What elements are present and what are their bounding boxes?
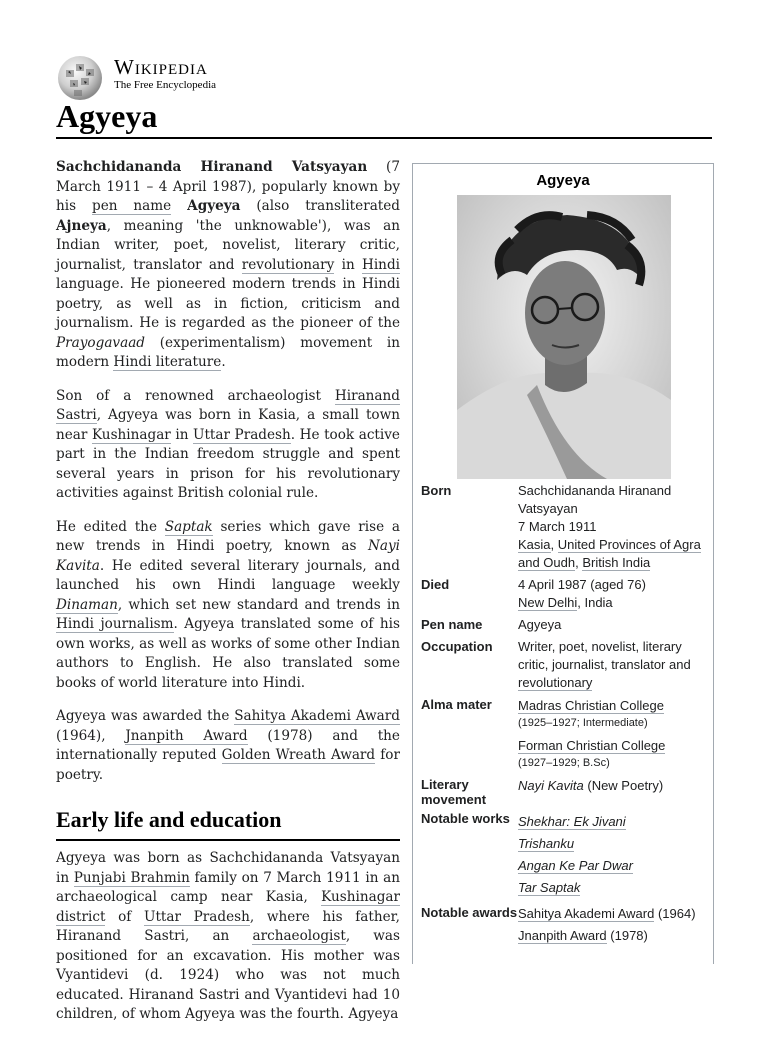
row-alma-mater: [421, 696, 709, 771]
paragraph-intro: [56, 158, 400, 373]
text: (1964),: [56, 727, 126, 744]
link-work-tar-saptak[interactable]: Tar Saptak: [518, 880, 581, 895]
text: , India: [577, 595, 613, 610]
row-occupation: [421, 638, 709, 692]
text: (also transliterated: [240, 198, 401, 214]
link-hindi[interactable]: Hindi: [361, 256, 400, 273]
paragraph-background: [56, 387, 400, 504]
born-name: Sachchidananda Hiranand Vatsyayan: [518, 483, 672, 516]
link-kasia[interactable]: Kasia: [518, 537, 551, 552]
text: in: [170, 426, 194, 443]
label-occupation: Occupation: [421, 639, 493, 654]
link-golden-wreath-award[interactable]: Golden Wreath Award: [221, 747, 376, 763]
text: for poetry.: [56, 747, 400, 783]
article-body: [56, 158, 400, 1039]
label-notable-works: Notable works: [421, 811, 510, 826]
link-archaeologist[interactable]: archaeologist: [252, 928, 346, 944]
row-notable-awards: [421, 905, 709, 945]
value-died: [518, 576, 709, 612]
text: (1978) and the internationally reputed: [56, 727, 400, 763]
page-title: Agyeya: [56, 98, 158, 134]
text: Agyeya was awarded the: [56, 708, 235, 724]
text: (1978): [606, 928, 648, 943]
ajneya-bold: Ajneya: [56, 217, 107, 234]
text: He edited the: [56, 518, 165, 535]
text: series which gave rise a new trends in Hindi poetry, known as: [56, 518, 400, 554]
text: Son of a renowned archaeologist: [56, 387, 335, 404]
site-name: Wikipedia: [114, 55, 208, 79]
link-revolutionary-infobox[interactable]: revolutionary: [518, 675, 593, 690]
text: (1964): [654, 906, 696, 921]
died-date: 4 April 1987 (aged 76): [518, 577, 646, 592]
link-punjabi-brahmin[interactable]: Punjabi Brahmin: [73, 869, 190, 886]
text: , meaning 'the unknowable'), was an Indian writer, poet, novelist, literary critic, journalist, translator and: [56, 217, 400, 273]
died-place: [518, 594, 709, 612]
link-hindi-journalism[interactable]: Hindi journalism: [56, 616, 174, 632]
value-pen-name: Agyeya: [518, 617, 562, 632]
value-alma-mater: [518, 696, 709, 771]
value-occupation: [518, 638, 709, 692]
link-madras-christian-college[interactable]: Madras Christian College: [518, 698, 664, 713]
text: in: [334, 256, 362, 273]
subject-full-name: Sachchidananda Hiranand Vatsyayan: [56, 159, 368, 175]
row-pen-name: [421, 616, 709, 634]
row-literary-movement: [421, 777, 709, 807]
paragraph-early-life: [56, 849, 400, 1025]
label-born: Born: [421, 483, 452, 498]
link-kushinagar[interactable]: Kushinagar: [91, 426, 171, 443]
value-notable-works: [518, 811, 709, 901]
value-born: [518, 482, 709, 572]
link-sahitya-akademi-award[interactable]: Sahitya Akademi Award: [234, 708, 400, 724]
text: , was positioned for an excavation. His mother was Vyantidevi (d. 1924) who was not much educated. Hiranand Sastri and Vyantidevi had 10 children, of whom Agyeya was the fourth. Agyeya: [56, 928, 401, 1022]
link-work-angan[interactable]: Angan Ke Par Dwar: [518, 858, 633, 873]
link-dinaman[interactable]: Dinaman: [56, 596, 118, 613]
nayi-kavita-term: Nayi Kavita: [56, 538, 400, 574]
text: language. He pioneered modern trends in Hindi poetry, as well as in fiction, criticism and journalism. He is regarded as the pioneer of the: [56, 276, 400, 331]
alma2-note: (1927–1929; B.Sc): [518, 757, 610, 769]
text: , which set new standard and trends in: [117, 596, 400, 613]
link-british-india[interactable]: British India: [582, 555, 651, 570]
link-uttar-pradesh-2[interactable]: Uttar Pradesh: [143, 908, 250, 925]
link-work-shekhar[interactable]: Shekhar: Ek Jivani: [518, 814, 626, 829]
link-hiranand-sastri[interactable]: Hiranand Sastri: [56, 387, 400, 423]
link-new-delhi[interactable]: New Delhi: [518, 595, 578, 610]
link-award-sahitya[interactable]: Sahitya Akademi Award: [518, 906, 655, 921]
text: . He took active part in the Indian freedom struggle and spent several years in prison for his revolutionary activities against British colonial rule.: [56, 426, 400, 501]
row-died: [421, 576, 709, 612]
born-date: 7 March 1911: [518, 519, 597, 534]
link-work-trishanku[interactable]: Trishanku: [518, 836, 575, 851]
paragraph-awards: [56, 707, 400, 785]
link-forman-christian-college[interactable]: Forman Christian College: [518, 738, 666, 753]
infobox-title: Agyeya: [536, 172, 590, 189]
text: . He edited several literary journals, and launched his own Hindi language weekly: [56, 557, 400, 593]
row-born: [421, 482, 709, 572]
value-notable-awards: [518, 905, 709, 945]
section-divider: [56, 839, 400, 841]
paragraph-editing: [56, 518, 400, 694]
infobox: [412, 163, 714, 964]
label-pen-name: Pen name: [421, 617, 483, 632]
site-tagline: The Free Encyclopedia: [114, 79, 217, 91]
movement-name: Nayi Kavita: [518, 778, 584, 793]
text: ,: [550, 537, 558, 552]
text: (New Poetry): [583, 778, 664, 793]
label-alma-mater: Alma mater: [421, 697, 492, 712]
pen-name-bold: Agyeya: [187, 198, 241, 214]
link-united-provinces[interactable]: United Provinces of Agra and Oudh: [518, 537, 701, 570]
portrait-photo[interactable]: [457, 195, 671, 479]
text: . Agyeya translated some of his own works, as well as works of some other Indian authors to English. He also translated some books of world literature into Hindi.: [56, 616, 400, 691]
text: ,: [575, 555, 583, 570]
section-heading: Early life and education: [56, 807, 282, 832]
text: .: [221, 354, 226, 370]
label-literary-movement: Literary movement: [421, 777, 487, 807]
text: , Agyeya was born in Kasia, a small town near: [56, 407, 400, 443]
link-saptak[interactable]: Saptak: [164, 518, 213, 535]
text: Agyeya was born as Sachchidananda Vatsyayan in: [56, 850, 400, 886]
text: Writer, poet, novelist, literary critic, journalist, translator and: [518, 639, 691, 672]
link-jnanpith-award[interactable]: Jnanpith Award: [125, 727, 248, 744]
infobox-rows: [421, 482, 709, 949]
text: [171, 198, 187, 214]
text: (7 March 1911 – 4 April 1987), popularly known by his: [56, 159, 400, 214]
row-notable-works: [421, 811, 709, 901]
value-literary-movement: [518, 777, 709, 807]
title-divider: [56, 137, 712, 139]
wikipedia-globe-logo[interactable]: [56, 54, 104, 102]
prayogavaad-term: Prayogavaad: [56, 334, 146, 351]
text: , where his father, Hiranand Sastri, an: [56, 908, 400, 944]
link-award-jnanpith[interactable]: Jnanpith Award: [518, 928, 607, 943]
link-hindi-literature[interactable]: Hindi literature: [113, 354, 222, 370]
link-pen-name[interactable]: pen name: [92, 198, 172, 214]
text: (experimentalism) movement in modern: [56, 334, 400, 370]
text: of: [105, 908, 144, 925]
link-revolutionary[interactable]: revolutionary: [241, 256, 335, 273]
brand[interactable]: [114, 56, 216, 92]
label-died: Died: [421, 577, 450, 592]
text: family on 7 March 1911 in an archaeological camp near Kasia,: [56, 869, 400, 905]
born-place: [518, 536, 709, 572]
label-notable-awards: Notable awards: [421, 905, 518, 920]
alma1-note: (1925–1927; Intermediate): [518, 717, 648, 729]
link-uttar-pradesh[interactable]: Uttar Pradesh: [193, 426, 291, 443]
link-kushinagar-district[interactable]: Kushinagar district: [56, 889, 400, 925]
